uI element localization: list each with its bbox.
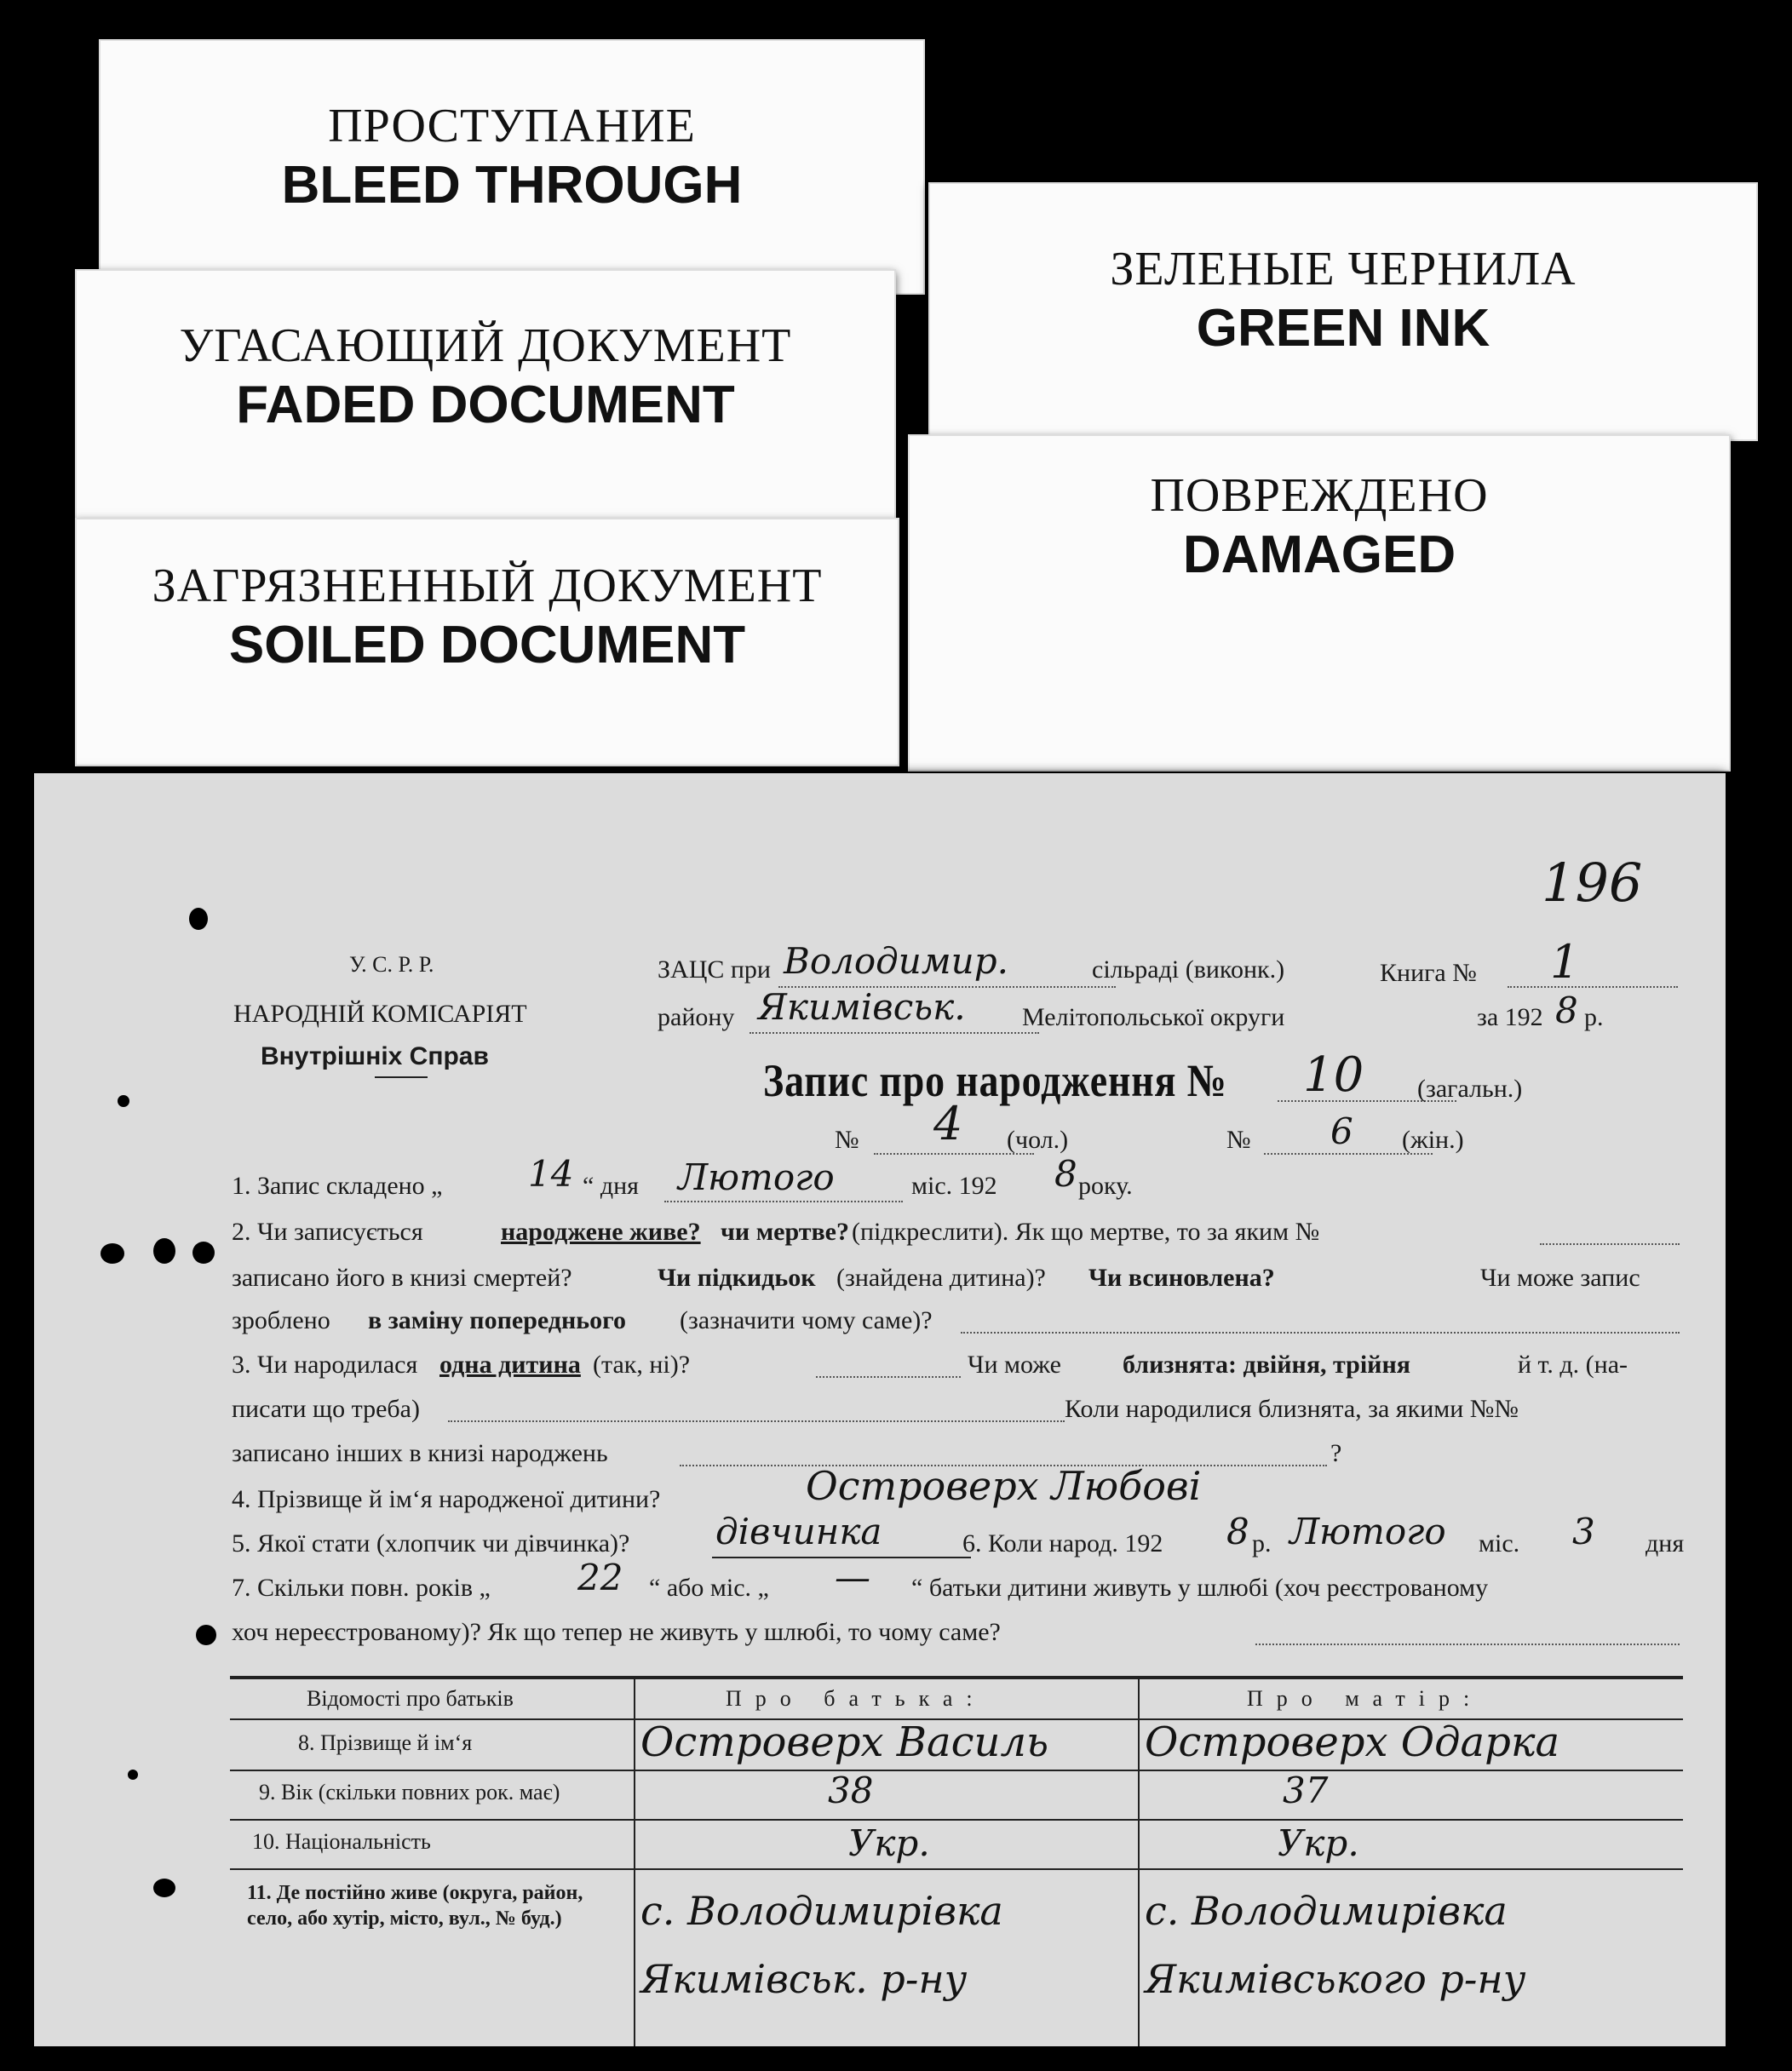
- q7-text-c: “ батьки дитини живуть у шлюбі (хоч реєстрованому: [911, 1574, 1489, 1602]
- tag-green-ink: [928, 182, 1758, 441]
- q6-month: Лютого: [1289, 1511, 1446, 1552]
- tag-en-label: DAMAGED: [1182, 525, 1456, 584]
- zags-prefix: ЗАЦС при: [658, 955, 771, 984]
- mother-name: Островерх Одарка: [1145, 1718, 1560, 1766]
- punch-hole: [153, 1238, 175, 1264]
- record-title: Запис про народження №: [763, 1055, 1227, 1106]
- row-label-age: 9. Вік (скільки повних рок. має): [259, 1780, 560, 1804]
- q2-reason-line: [961, 1332, 1680, 1334]
- q3-line3-end: ?: [1330, 1439, 1342, 1467]
- village-name: Володимир.: [784, 940, 1008, 982]
- q1-month-line: [664, 1201, 903, 1202]
- tag-bleed-through: [99, 39, 925, 295]
- tag-en-label: SOILED DOCUMENT: [228, 616, 746, 674]
- q1-text-d: року.: [1078, 1172, 1133, 1200]
- book-line: [1508, 986, 1678, 988]
- tag-en-label: GREEN INK: [1196, 299, 1490, 358]
- internal-affairs-label: Внутрішніх Справ: [261, 1042, 489, 1070]
- q3-text-a: 3. Чи народилася: [232, 1351, 418, 1379]
- q2-line2-e: Чи може запис: [1480, 1264, 1640, 1292]
- table-col-info: Відомості про батьків: [307, 1686, 514, 1711]
- q2-line3-a: зроблено: [232, 1306, 330, 1334]
- tag-en-label: BLEED THROUGH: [281, 156, 743, 215]
- table-col-mother: Про матір:: [1247, 1686, 1484, 1711]
- q6-text-c: міс.: [1479, 1529, 1520, 1558]
- table-row-rule: [230, 1819, 1683, 1821]
- male-number: 4: [933, 1097, 963, 1150]
- q3-text-e: близнята: двійня, трійня: [1123, 1351, 1410, 1379]
- q1-text-b: “ дня: [583, 1172, 639, 1200]
- mother-nationality: Укр.: [1278, 1822, 1359, 1864]
- q2-text-d: (підкреслити). Як що мертве, то за яким №: [852, 1218, 1320, 1246]
- q2-line3-b: в заміну попереднього: [368, 1306, 627, 1334]
- father-residence: с. Володимирівка Якимівськ. р-ну: [640, 1888, 1003, 2002]
- q7-reason-line: [1255, 1644, 1680, 1645]
- tag-ru-label: ЗАГРЯЗНЕННЫЙ ДОКУМЕНТ: [152, 559, 823, 612]
- q2-line2-a: записано його в книзі смертей?: [232, 1264, 572, 1292]
- commissariat-label: НАРОДНІЙ КОМІСАРІЯТ: [233, 1000, 527, 1028]
- male-label: (чол.): [1007, 1126, 1069, 1154]
- q2-line2-b: Чи підкидьок: [658, 1264, 816, 1292]
- child-name: Островерх Любові: [806, 1463, 1202, 1509]
- q2-text-a: 2. Чи записується: [232, 1218, 423, 1246]
- book-label: Книга №: [1380, 959, 1477, 987]
- council-suffix: сільраді (виконк.): [1092, 955, 1285, 984]
- year-suffix: р.: [1584, 1003, 1604, 1031]
- q3-text-f: й т. д. (на-: [1518, 1351, 1628, 1379]
- table-col-father: Про батька:: [726, 1686, 986, 1711]
- q3-line3: записано інших в книзі народжень: [232, 1439, 608, 1467]
- birth-record-document: [34, 773, 1726, 2046]
- female-label: (жін.): [1402, 1126, 1464, 1154]
- q1-day: 14: [528, 1153, 574, 1195]
- q2-line3-c: (зазначити чому саме)?: [680, 1306, 933, 1334]
- district-name: Якимівськ.: [758, 986, 966, 1028]
- table-col-rule: [634, 1679, 635, 2046]
- q6-text-b: р.: [1252, 1529, 1272, 1558]
- q2-text-b: народжене живе?: [501, 1218, 701, 1246]
- punch-hole: [153, 1879, 175, 1897]
- book-number: 1: [1550, 935, 1580, 989]
- female-number: 6: [1330, 1110, 1353, 1152]
- tag-ru-label: ПРОСТУПАНИЕ: [328, 100, 696, 152]
- q6-text-a: 6. Коли народ. 192: [962, 1529, 1163, 1558]
- tag-ru-label: УГАСАЮЩИЙ ДОКУМЕНТ: [179, 319, 792, 372]
- q4-text: 4. Прізвище й ім‘я народженої дитини?: [232, 1485, 661, 1513]
- q2-death-line: [1540, 1243, 1680, 1245]
- corner-number: 196: [1542, 852, 1643, 914]
- table-row-rule: [230, 1770, 1683, 1771]
- q1-year: 8: [1054, 1153, 1077, 1195]
- tag-damaged: [908, 434, 1731, 772]
- row-label-name: 8. Прізвище й ім‘я: [298, 1730, 473, 1755]
- child-sex: дівчинка: [715, 1511, 882, 1552]
- q3-line2-b: Коли народилися близнята, за якими №№: [1065, 1395, 1519, 1423]
- q2-line2-c: (знайдена дитина)?: [836, 1264, 1046, 1292]
- q3-twins-line: [448, 1420, 1065, 1422]
- punch-hole: [196, 1625, 216, 1645]
- q3-line2-a: писати що треба): [232, 1395, 420, 1423]
- q5-text: 5. Якої стати (хлопчик чи дівчинка)?: [232, 1529, 630, 1558]
- q1-month: Лютого: [678, 1156, 835, 1198]
- q7-text-b: “ або міс. „: [649, 1574, 769, 1602]
- father-age: 38: [828, 1770, 874, 1811]
- mother-age: 37: [1283, 1770, 1329, 1811]
- table-col-rule: [1138, 1679, 1140, 2046]
- usrr-label: У. С. Р. Р.: [349, 952, 434, 977]
- q7-years: 22: [577, 1557, 623, 1598]
- tag-ru-label: ПОВРЕЖДЕНО: [1150, 469, 1489, 522]
- tag-soiled-document: [75, 518, 899, 766]
- q3-answer-line: [816, 1376, 961, 1378]
- q2-line2-d: Чи всиновлена?: [1088, 1264, 1275, 1292]
- record-number: 10: [1303, 1047, 1364, 1103]
- q3-text-d: Чи може: [968, 1351, 1061, 1379]
- punch-hole: [128, 1770, 138, 1780]
- q6-text-d: дня: [1646, 1529, 1685, 1558]
- table-row-rule: [230, 1868, 1683, 1870]
- q7-line2: хоч нереєстрованому)? Як що тепер не живуть у шлюбі, то чому саме?: [232, 1618, 1001, 1646]
- year-prefix: за 192: [1477, 1003, 1543, 1031]
- okrug-label: Мелітопольської округи: [1022, 1003, 1285, 1031]
- district-line: [750, 1032, 1039, 1034]
- punch-hole: [192, 1242, 215, 1264]
- male-no-label: №: [835, 1126, 859, 1154]
- father-nationality: Укр.: [848, 1822, 930, 1864]
- table-top-rule: [230, 1676, 1683, 1679]
- punch-hole: [189, 908, 208, 930]
- father-name: Островерх Василь: [640, 1718, 1049, 1766]
- q6-year: 8: [1226, 1511, 1249, 1552]
- district-prefix: району: [658, 1003, 735, 1031]
- mother-residence: с. Володимирівка Якимівського р-ну: [1145, 1888, 1526, 2002]
- q3-text-b: одна дитина: [439, 1351, 581, 1379]
- punch-hole: [101, 1243, 124, 1264]
- year-digit: 8: [1555, 990, 1578, 1031]
- row-label-nationality: 10. Національність: [252, 1829, 431, 1854]
- tag-en-label: FADED DOCUMENT: [236, 376, 735, 434]
- q1-text-a: 1. Запис складено „: [232, 1172, 443, 1200]
- female-no-label: №: [1226, 1126, 1251, 1154]
- q3-text-c: (так, ні)?: [593, 1351, 691, 1379]
- q7-months: —: [835, 1557, 870, 1598]
- q7-text-a: 7. Скільки повн. років „: [232, 1574, 491, 1602]
- q6-day: 3: [1572, 1511, 1595, 1552]
- q1-text-c: міс. 192: [911, 1172, 997, 1200]
- tag-faded-document: [75, 269, 896, 525]
- general-label: (загальн.): [1417, 1075, 1523, 1103]
- punch-hole: [118, 1095, 129, 1107]
- row-label-residence: 11. Де постійно живе (округа, район, село, або хутір, місто, вул., № буд.): [247, 1882, 583, 1930]
- q2-text-c: чи мертве?: [721, 1218, 849, 1246]
- header-underline: [375, 1076, 428, 1078]
- tag-ru-label: ЗЕЛЕНЫЕ ЧЕРНИЛА: [1110, 243, 1577, 295]
